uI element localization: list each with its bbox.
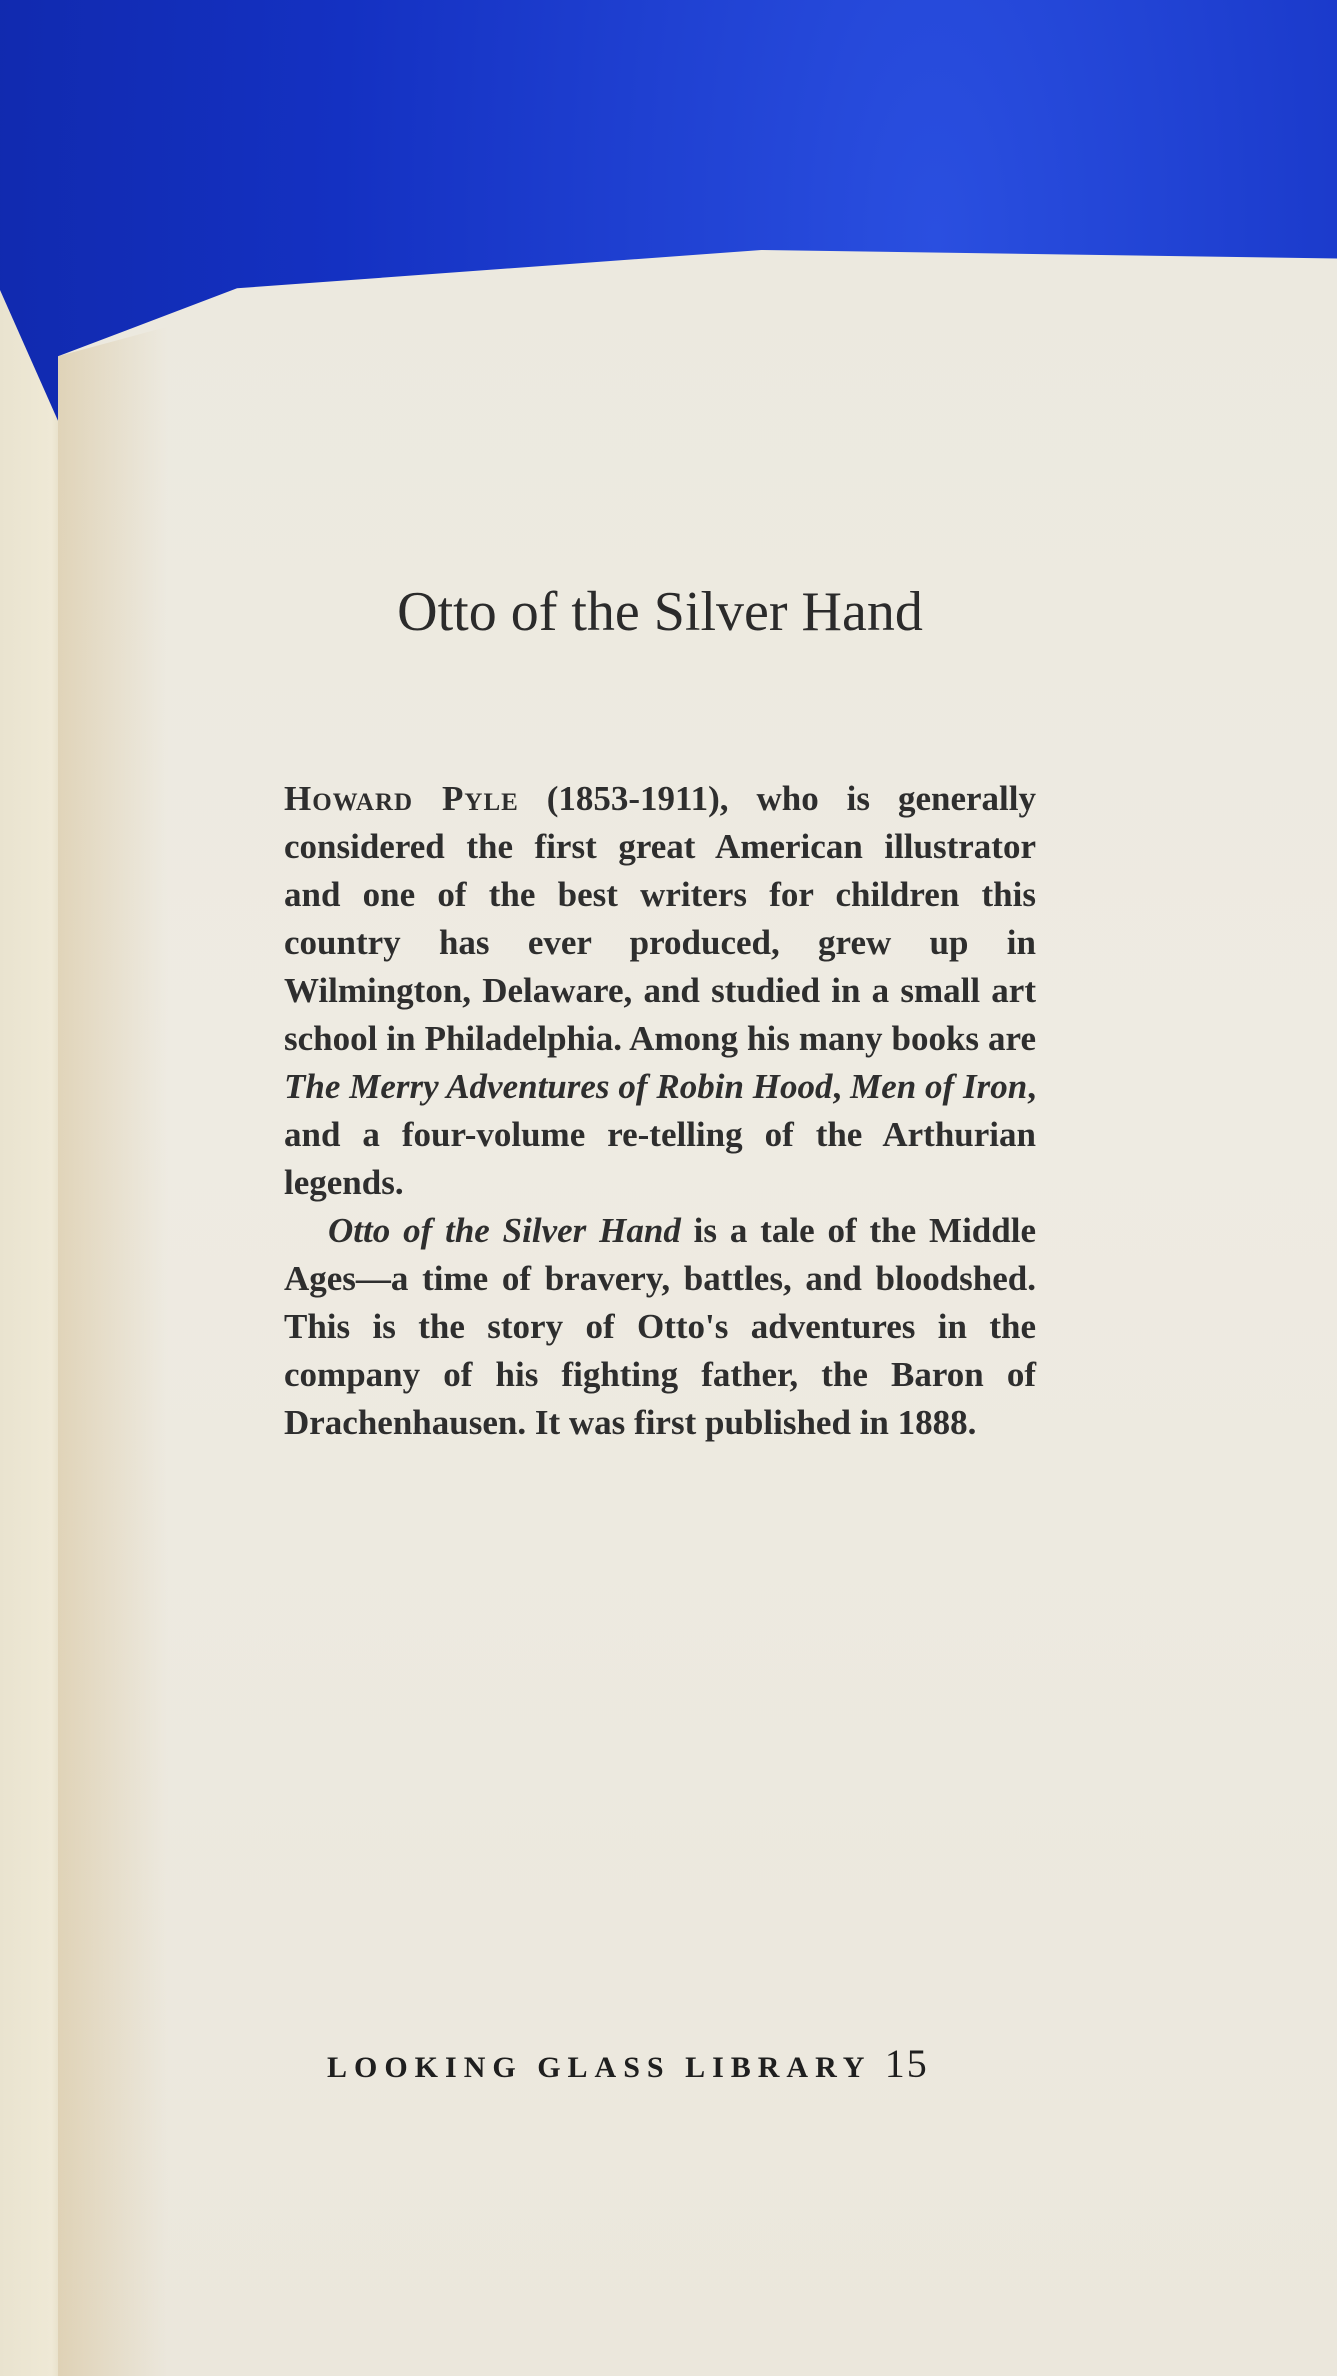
series-name: LOOKING GLASS LIBRARY <box>327 2051 871 2084</box>
book-title-otto: Otto of the Silver Hand <box>328 1211 681 1250</box>
book-title-men-of-iron: Men of Iron <box>850 1067 1028 1106</box>
series-footer <box>327 2040 1027 2087</box>
page-gutter-shadow <box>58 250 168 2376</box>
author-description <box>284 775 1036 1447</box>
paragraph-1: Howard Pyle (1853-1911), who is generally considered the first great American illustrator and one of the best writers for children this country has ever produced, grew up in Wilmington, Delaware, and studied in a small art school in Philadelphia. Among his many books are The Merry Adventures of Robin Hood, Men of Iron, and a four-volume re-telling of the Arthurian legends. <box>284 779 1036 1202</box>
series-number: 15 <box>884 2041 929 2086</box>
author-name: Howard Pyle <box>284 779 519 818</box>
page-title: Otto of the Silver Hand <box>397 581 923 643</box>
book-title-robin-hood: The Merry Adventures of Robin Hood <box>284 1067 833 1106</box>
paragraph-2: Otto of the Silver Hand is a tale of the Middle Ages—a time of bravery, battles, and bloodshed. This is the story of Otto's adventures in the company of his fighting father, the Baron of Drachenhausen. It was first published in 1888. <box>284 1211 1036 1442</box>
